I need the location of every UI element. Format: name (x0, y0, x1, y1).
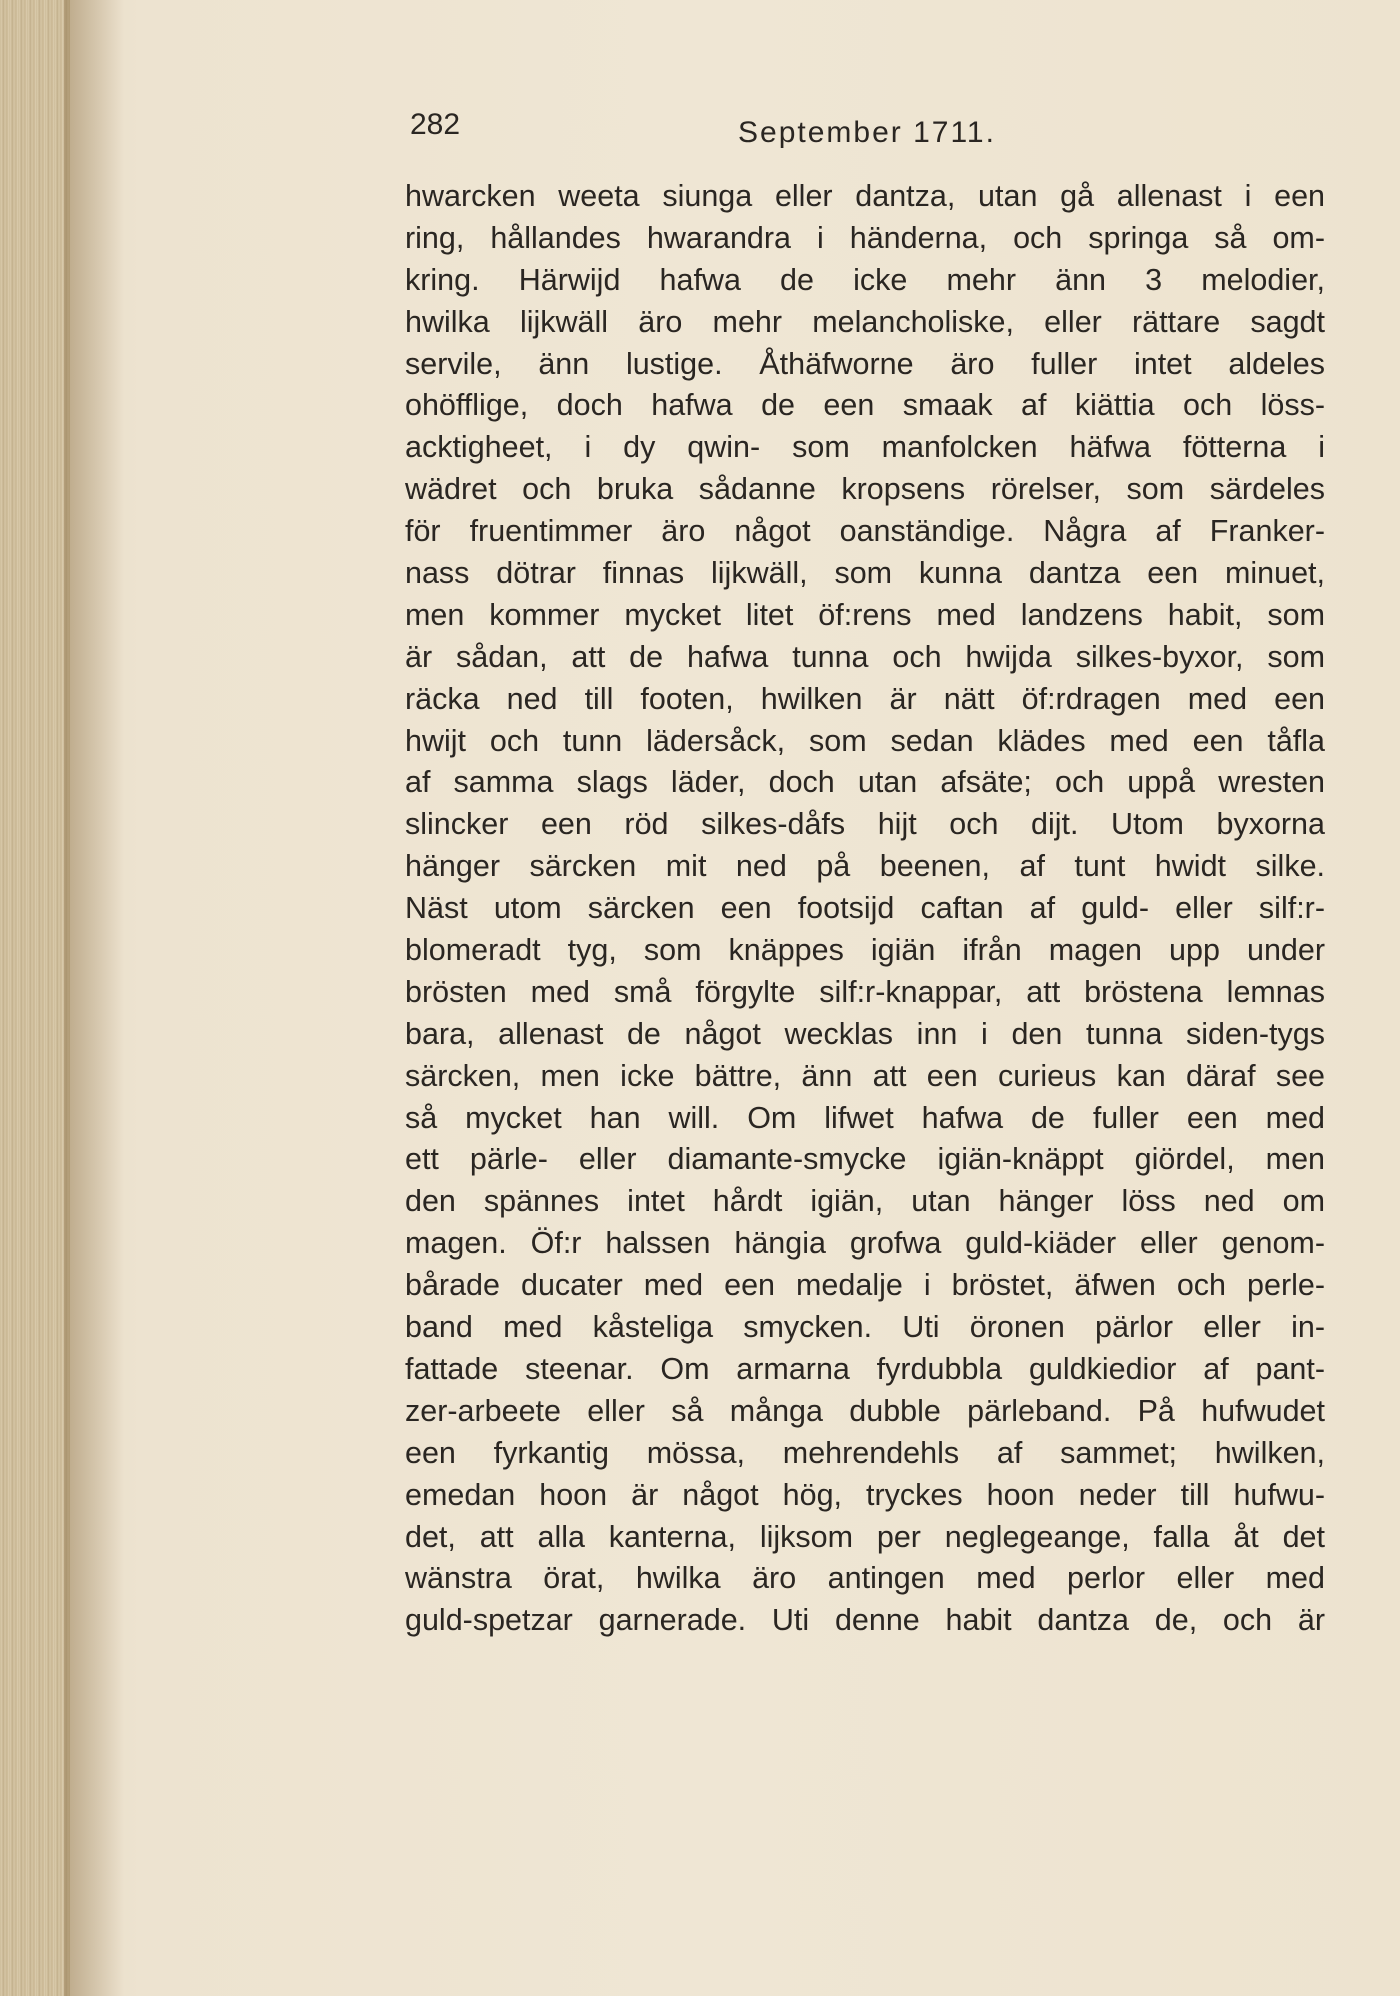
text-line: särcken, men icke bättre, änn att een curieus kan däraf see (405, 1058, 1325, 1093)
text-line: kring. Härwijd hafwa de icke mehr änn 3 melodier, (405, 262, 1325, 297)
text-line: slincker een röd silkes-dåfs hijt och dijt. Utom byxorna (405, 807, 1325, 842)
body-text (405, 176, 1325, 1642)
text-line: den spännes intet hårdt igiän, utan hänger löss ned om (405, 1184, 1325, 1219)
text-line: acktigheet, i dy qwin- som manfolcken häfwa fötterna i (405, 430, 1325, 465)
text-line: emedan hoon är något hög, tryckes hoon neder till hufwu- (405, 1477, 1325, 1512)
text-line: är sådan, att de hafwa tunna och hwijda silkes-byxor, som (405, 639, 1325, 674)
text-line: det, att alla kanterna, lijksom per neglegeange, falla åt det (405, 1519, 1325, 1554)
text-line: bårade ducater med een medalje i bröstet, äfwen och perle- (405, 1268, 1325, 1303)
text-line: wänstra örat, hwilka äro antingen med perlor eller med (405, 1561, 1325, 1596)
text-line: ohöfflige, doch hafwa de een smaak af kiättia och löss- (405, 388, 1325, 423)
text-line: ring, hållandes hwarandra i händerna, och springa så om- (405, 220, 1325, 255)
page-number: 282 (410, 108, 461, 141)
text-line: räcka ned till footen, hwilken är nätt öf:rdragen med een (405, 681, 1325, 716)
text-line: hwijt och tunn lädersåck, som sedan klädes med een tåfla (405, 723, 1325, 758)
text-line: för fruentimmer äro något oanständige. Några af Franker- (405, 514, 1325, 549)
text-line: af samma slags läder, doch utan afsäte; och uppå wresten (405, 765, 1325, 800)
text-line: hwarcken weeta siunga eller dantza, utan gå allenast i een (405, 179, 1325, 213)
gutter-shadow (64, 0, 124, 1996)
text-line: zer-arbeete eller så många dubble pärleband. På hufwudet (405, 1393, 1325, 1428)
text-line: bara, allenast de något wecklas inn i den tunna siden-tygs (405, 1016, 1325, 1051)
text-line: men kommer mycket litet öf:rens med landzens habit, som (405, 597, 1325, 632)
text-line: fattade steenar. Om armarna fyrdubbla guldkiedior af pant- (405, 1351, 1325, 1386)
text-line: brösten med små förgylte silf:r-knappar, att bröstena lemnas (405, 974, 1325, 1009)
text-line: så mycket han will. Om lifwet hafwa de fuller een med (405, 1100, 1325, 1135)
text-line: guld-spetzar garnerade. Uti denne habit dantza de, och är (405, 1603, 1325, 1638)
text-line: servile, änn lustige. Åthäfworne äro fuller intet aldeles (405, 346, 1325, 381)
text-line: hwilka lijkwäll äro mehr melancholiske, eller rättare sagdt (405, 304, 1325, 339)
text-line: nass dötrar finnas lijkwäll, som kunna dantza een minuet, (405, 556, 1325, 591)
text-line: ett pärle- eller diamante-smycke igiän-knäppt giördel, men (405, 1142, 1325, 1177)
text-line: blomeradt tyg, som knäppes igiän ifrån magen upp under (405, 933, 1325, 968)
text-line: hänger särcken mit ned på beenen, af tunt hwidt silke. (405, 849, 1325, 884)
text-line: magen. Öf:r halssen hängia grofwa guld-kiäder eller genom- (405, 1226, 1325, 1261)
text-line: band med kåsteliga smycken. Uti öronen pärlor eller in- (405, 1310, 1325, 1345)
text-line: een fyrkantig mössa, mehrendehls af sammet; hwilken, (405, 1435, 1325, 1470)
text-line: Näst utom särcken een footsijd caftan af guld- eller silf:r- (405, 891, 1325, 926)
running-head: September 1711. (738, 116, 996, 149)
text-line: wädret och bruka sådanne kropsens rörelser, som särdeles (405, 472, 1325, 507)
page-header (410, 108, 1310, 158)
book-binding (0, 0, 70, 1996)
